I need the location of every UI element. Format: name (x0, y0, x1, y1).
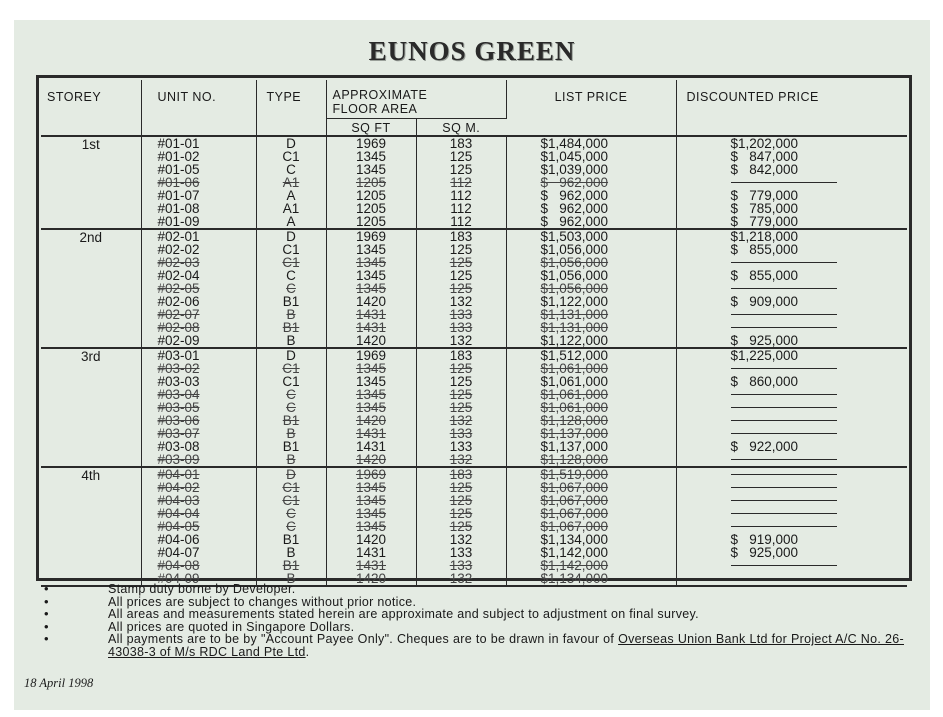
sq-m-cell: 125 (416, 401, 506, 414)
list-price-cell: $1,122,000 (506, 334, 676, 348)
type-cell: C1 (256, 494, 326, 507)
no-discount-dash (731, 420, 837, 421)
unit-no-cell: #02-06 (141, 295, 256, 308)
unit-no-cell: #04-08 (141, 559, 256, 572)
discounted-price-cell: $ 855,000 (730, 241, 799, 257)
discounted-price-cell (676, 401, 907, 414)
discounted-price-cell (676, 388, 907, 401)
sq-ft-cell: 1345 (326, 269, 416, 282)
list-price-cell: $1,131,000 (506, 321, 676, 334)
discounted-price-cell (676, 176, 907, 189)
sq-m-cell: 112 (416, 189, 506, 202)
table-row (41, 414, 907, 427)
sq-ft-cell: 1969 (326, 229, 416, 243)
table-row (41, 481, 907, 494)
sq-ft-cell: 1420 (326, 334, 416, 348)
note-text: All payments are to be by "Account Payee Only". Cheques are to be drawn in favour of (108, 632, 619, 646)
unit-no-cell: #02-03 (141, 256, 256, 269)
sq-m-cell: 112 (416, 215, 506, 229)
no-discount-dash (731, 288, 837, 289)
type-cell: D (256, 136, 326, 150)
list-price-cell: $1,122,000 (506, 295, 676, 308)
list-price-cell: $1,128,000 (506, 414, 676, 427)
discounted-price-cell: $ 855,000 (730, 267, 799, 283)
sq-ft-cell: 1431 (326, 546, 416, 559)
header-sq-m: SQ M. (416, 118, 506, 136)
table-row (41, 507, 907, 520)
unit-no-cell: #04-09 (141, 572, 256, 586)
sq-ft-cell: 1345 (326, 481, 416, 494)
sq-ft-cell: 1345 (326, 150, 416, 163)
no-discount-dash (731, 314, 837, 315)
sq-m-cell: 125 (416, 481, 506, 494)
sq-m-cell: 125 (416, 507, 506, 520)
no-discount-dash (731, 368, 837, 369)
sq-ft-cell: 1205 (326, 202, 416, 215)
no-discount-dash (731, 513, 837, 514)
no-discount-dash (731, 407, 837, 408)
list-price-cell: $1,067,000 (506, 494, 676, 507)
sq-m-cell: 125 (416, 494, 506, 507)
sq-m-cell: 125 (416, 269, 506, 282)
sq-ft-cell: 1205 (326, 189, 416, 202)
document-title: EUNOS GREEN (368, 36, 576, 66)
list-price-cell: $ 962,000 (506, 202, 676, 215)
no-discount-dash (731, 394, 837, 395)
table-row (41, 362, 907, 375)
discounted-price-cell: $ 909,000 (730, 293, 799, 309)
table-row (41, 295, 907, 308)
discounted-price-cell (676, 282, 907, 295)
no-discount-dash (731, 182, 837, 183)
table-row (41, 520, 907, 533)
discounted-price-cell: $ 785,000 (730, 200, 799, 216)
sq-ft-cell: 1345 (326, 282, 416, 295)
sq-ft-cell: 1345 (326, 388, 416, 401)
list-price-cell: $1,061,000 (506, 401, 676, 414)
header-unit-no: UNIT NO. (141, 80, 256, 136)
discounted-price-cell: $1,202,000 (730, 135, 799, 151)
price-table-frame (36, 75, 912, 586)
list-price-cell: $1,137,000 (506, 440, 676, 453)
sq-ft-cell: 1431 (326, 308, 416, 321)
unit-no-cell: #02-04 (141, 269, 256, 282)
sq-m-cell: 132 (416, 295, 506, 308)
sq-m-cell: 132 (416, 572, 506, 586)
list-price-cell: $1,131,000 (506, 308, 676, 321)
sq-m-cell: 133 (416, 321, 506, 334)
note-item: • All areas and measurements stated herein are approximate and subject to adjustment on final survey. (36, 608, 904, 621)
sq-m-cell: 125 (416, 150, 506, 163)
table-row (41, 282, 907, 295)
sq-m-cell: 132 (416, 414, 506, 427)
sq-m-cell: 133 (416, 308, 506, 321)
type-cell: C (256, 269, 326, 282)
unit-no-cell: #04-07 (141, 546, 256, 559)
table-row (41, 467, 907, 481)
list-price-cell: $1,056,000 (506, 269, 676, 282)
bank-account-text: Overseas Union Bank Ltd for Project A/C No. 26-43038-3 of M/s RDC Land Pte Ltd (108, 632, 904, 659)
table-row (41, 189, 907, 202)
table-row (41, 334, 907, 348)
type-cell: B (256, 308, 326, 321)
type-cell: B1 (256, 321, 326, 334)
discounted-price-cell (676, 321, 907, 334)
discounted-price-cell (676, 427, 907, 440)
storey-label: 2nd (41, 229, 141, 348)
table-row (41, 494, 907, 507)
sq-ft-cell: 1431 (326, 440, 416, 453)
list-price-cell: $1,137,000 (506, 427, 676, 440)
sq-ft-cell: 1969 (326, 348, 416, 362)
table-row (41, 546, 907, 559)
no-discount-dash (731, 578, 837, 579)
sq-m-cell: 133 (416, 546, 506, 559)
table-row (41, 215, 907, 229)
discounted-price-cell (676, 559, 907, 572)
discounted-price-cell (676, 481, 907, 494)
discounted-price-cell: $ 925,000 (730, 544, 799, 560)
sq-m-cell: 125 (416, 163, 506, 176)
table-row (41, 308, 907, 321)
sq-ft-cell: 1345 (326, 520, 416, 533)
discounted-price-cell (676, 308, 907, 321)
discounted-price-cell: $ 779,000 (730, 187, 799, 203)
sq-ft-cell: 1431 (326, 427, 416, 440)
unit-no-cell: #03-06 (141, 414, 256, 427)
list-price-cell: $1,045,000 (506, 150, 676, 163)
header-floor-area: APPROXIMATE FLOOR AREA (326, 80, 506, 118)
type-cell: B (256, 334, 326, 348)
sq-m-cell: 132 (416, 334, 506, 348)
type-cell: B (256, 453, 326, 467)
table-row (41, 559, 907, 572)
list-price-cell: $1,067,000 (506, 520, 676, 533)
table-row (41, 202, 907, 215)
discounted-price-cell (676, 256, 907, 269)
notes-list (36, 583, 904, 658)
note-item: • Stamp duty borne by Developer. (36, 583, 904, 596)
sq-m-cell: 125 (416, 362, 506, 375)
no-discount-dash (731, 487, 837, 488)
no-discount-dash (731, 459, 837, 460)
type-cell: C (256, 507, 326, 520)
unit-no-cell: #03-05 (141, 401, 256, 414)
type-cell: D (256, 229, 326, 243)
storey-label: 1st (41, 136, 141, 229)
list-price-cell: $1,512,000 (506, 348, 676, 362)
sq-ft-cell: 1205 (326, 215, 416, 229)
unit-no-cell: #01-01 (141, 136, 256, 150)
unit-no-cell: #04-06 (141, 533, 256, 546)
type-cell: C (256, 520, 326, 533)
price-table (41, 80, 907, 587)
sq-m-cell: 125 (416, 375, 506, 388)
type-cell: B (256, 546, 326, 559)
unit-no-cell: #02-07 (141, 308, 256, 321)
list-price-cell: $1,519,000 (506, 467, 676, 481)
document-date: 18 April 1998 (24, 676, 94, 690)
discounted-price-cell: $ 842,000 (730, 161, 799, 177)
list-price-cell: $ 962,000 (506, 189, 676, 202)
list-price-cell: $1,503,000 (506, 229, 676, 243)
type-cell: D (256, 467, 326, 481)
sq-m-cell: 125 (416, 256, 506, 269)
sq-ft-cell: 1969 (326, 136, 416, 150)
sq-ft-cell: 1420 (326, 533, 416, 546)
list-price-cell: $1,142,000 (506, 559, 676, 572)
unit-no-cell: #04-02 (141, 481, 256, 494)
type-cell: C1 (256, 243, 326, 256)
discounted-price-cell: $ 922,000 (730, 438, 799, 454)
table-row (41, 440, 907, 453)
discounted-price-cell: $ 925,000 (676, 334, 907, 348)
sq-ft-cell: 1345 (326, 256, 416, 269)
sq-ft-cell: 1345 (326, 494, 416, 507)
discounted-price-cell (676, 453, 907, 467)
sq-m-cell: 125 (416, 388, 506, 401)
storey-label: 4th (41, 467, 141, 586)
unit-no-cell: #01-05 (141, 163, 256, 176)
sq-m-cell: 183 (416, 136, 506, 150)
type-cell: C (256, 163, 326, 176)
sq-m-cell: 133 (416, 559, 506, 572)
table-row (41, 321, 907, 334)
unit-no-cell: #04-03 (141, 494, 256, 507)
header-discounted-price: DISCOUNTED PRICE (676, 80, 907, 136)
header-storey: STOREY (41, 80, 141, 136)
no-discount-dash (731, 433, 837, 434)
storey-label: 3rd (41, 348, 141, 467)
unit-no-cell: #03-03 (141, 375, 256, 388)
type-cell: B (256, 572, 326, 586)
discounted-price-cell (676, 414, 907, 427)
list-price-cell: $ 962,000 (506, 215, 676, 229)
discounted-price-cell (676, 494, 907, 507)
table-row (41, 229, 907, 243)
sq-ft-cell: 1345 (326, 375, 416, 388)
list-price-cell: $1,061,000 (506, 362, 676, 375)
unit-no-cell: #04-05 (141, 520, 256, 533)
unit-no-cell: #02-05 (141, 282, 256, 295)
unit-no-cell: #01-07 (141, 189, 256, 202)
sq-ft-cell: 1420 (326, 453, 416, 467)
unit-no-cell: #03-04 (141, 388, 256, 401)
type-cell: B1 (256, 414, 326, 427)
discounted-price-cell: $1,225,000 (730, 347, 799, 363)
price-list-sheet (14, 20, 930, 710)
discounted-price-cell: $ 779,000 (676, 215, 907, 229)
table-row (41, 348, 907, 362)
sq-m-cell: 183 (416, 467, 506, 481)
list-price-cell: $1,134,000 (506, 533, 676, 546)
no-discount-dash (731, 327, 837, 328)
discounted-price-cell (676, 520, 907, 533)
discounted-price-cell: $ 919,000 (730, 531, 799, 547)
sq-ft-cell: 1205 (326, 176, 416, 189)
sq-ft-cell: 1431 (326, 559, 416, 572)
unit-no-cell: #03-01 (141, 348, 256, 362)
unit-no-cell: #01-09 (141, 215, 256, 229)
sq-m-cell: 132 (416, 453, 506, 467)
table-row (41, 176, 907, 189)
list-price-cell: $1,056,000 (506, 243, 676, 256)
sq-m-cell: 125 (416, 282, 506, 295)
sq-ft-cell: 1969 (326, 467, 416, 481)
no-discount-dash (731, 526, 837, 527)
type-cell: C1 (256, 150, 326, 163)
sq-ft-cell: 1345 (326, 507, 416, 520)
unit-no-cell: #04-01 (141, 467, 256, 481)
type-cell: C1 (256, 481, 326, 494)
no-discount-dash (731, 500, 837, 501)
discounted-price-cell (676, 507, 907, 520)
table-row (41, 427, 907, 440)
sq-m-cell: 133 (416, 427, 506, 440)
list-price-cell: $1,039,000 (506, 163, 676, 176)
unit-no-cell: #03-08 (141, 440, 256, 453)
list-price-cell: $1,061,000 (506, 375, 676, 388)
list-price-cell: $1,067,000 (506, 507, 676, 520)
type-cell: C1 (256, 256, 326, 269)
table-row (41, 256, 907, 269)
table-row (41, 453, 907, 467)
sq-m-cell: 125 (416, 243, 506, 256)
type-cell: B1 (256, 533, 326, 546)
table-row (41, 388, 907, 401)
unit-no-cell: #02-08 (141, 321, 256, 334)
sq-ft-cell: 1345 (326, 362, 416, 375)
list-price-cell: $1,056,000 (506, 282, 676, 295)
unit-no-cell: #01-02 (141, 150, 256, 163)
type-cell: B (256, 427, 326, 440)
sq-ft-cell: 1345 (326, 401, 416, 414)
sq-ft-cell: 1420 (326, 572, 416, 586)
table-row (41, 401, 907, 414)
unit-no-cell: #02-02 (141, 243, 256, 256)
unit-no-cell: #01-06 (141, 176, 256, 189)
discounted-price-cell (676, 467, 907, 481)
unit-no-cell: #01-08 (141, 202, 256, 215)
list-price-cell: $1,056,000 (506, 256, 676, 269)
discounted-price-cell (676, 362, 907, 375)
type-cell: C1 (256, 362, 326, 375)
list-price-cell: $1,061,000 (506, 388, 676, 401)
list-price-cell: $1,484,000 (506, 136, 676, 150)
price-table-body (41, 136, 907, 586)
table-row (41, 533, 907, 546)
sq-m-cell: 183 (416, 229, 506, 243)
table-row (41, 375, 907, 388)
table-row (41, 243, 907, 256)
type-cell: A (256, 189, 326, 202)
list-price-cell: $1,128,000 (506, 453, 676, 467)
sq-ft-cell: 1431 (326, 321, 416, 334)
sq-m-cell: 133 (416, 440, 506, 453)
list-price-cell: $1,142,000 (506, 546, 676, 559)
type-cell: C (256, 388, 326, 401)
header-type: TYPE (256, 80, 326, 136)
type-cell: C (256, 401, 326, 414)
discounted-price-cell: $ 860,000 (730, 373, 799, 389)
table-row (41, 163, 907, 176)
unit-no-cell: #03-07 (141, 427, 256, 440)
type-cell: B1 (256, 440, 326, 453)
type-cell: B1 (256, 295, 326, 308)
unit-no-cell: #04-04 (141, 507, 256, 520)
table-row (41, 150, 907, 163)
discounted-price-cell: $1,218,000 (730, 228, 799, 244)
header-list-price: LIST PRICE (506, 80, 676, 136)
sq-m-cell: 125 (416, 520, 506, 533)
unit-no-cell: #03-02 (141, 362, 256, 375)
note-item (36, 633, 904, 658)
unit-no-cell: #03-09 (141, 453, 256, 467)
sq-m-cell: 132 (416, 533, 506, 546)
type-cell: A1 (256, 202, 326, 215)
unit-no-cell: #02-01 (141, 229, 256, 243)
sq-ft-cell: 1420 (326, 295, 416, 308)
sq-m-cell: 183 (416, 348, 506, 362)
no-discount-dash (731, 262, 837, 263)
type-cell: C1 (256, 375, 326, 388)
type-cell: C (256, 282, 326, 295)
sq-m-cell: 112 (416, 176, 506, 189)
no-discount-dash (731, 474, 837, 475)
sq-ft-cell: 1345 (326, 243, 416, 256)
no-discount-dash (731, 565, 837, 566)
type-cell: B1 (256, 559, 326, 572)
sq-m-cell: 112 (416, 202, 506, 215)
list-price-cell: $ 962,000 (506, 176, 676, 189)
note-item: • All prices are quoted in Singapore Dollars. (36, 621, 904, 634)
type-cell: D (256, 348, 326, 362)
sq-ft-cell: 1345 (326, 163, 416, 176)
table-row (41, 136, 907, 150)
discounted-price-cell: $ 847,000 (730, 148, 799, 164)
list-price-cell: $1,067,000 (506, 481, 676, 494)
header-sq-ft: SQ FT (326, 118, 416, 136)
type-cell: A (256, 215, 326, 229)
table-row (41, 269, 907, 282)
note-text: . (305, 644, 310, 659)
type-cell: A1 (256, 176, 326, 189)
list-price-cell: $1,134,000 (506, 572, 676, 586)
sq-ft-cell: 1420 (326, 414, 416, 427)
note-item: • All prices are subject to changes without prior notice. (36, 596, 904, 609)
unit-no-cell: #02-09 (141, 334, 256, 348)
